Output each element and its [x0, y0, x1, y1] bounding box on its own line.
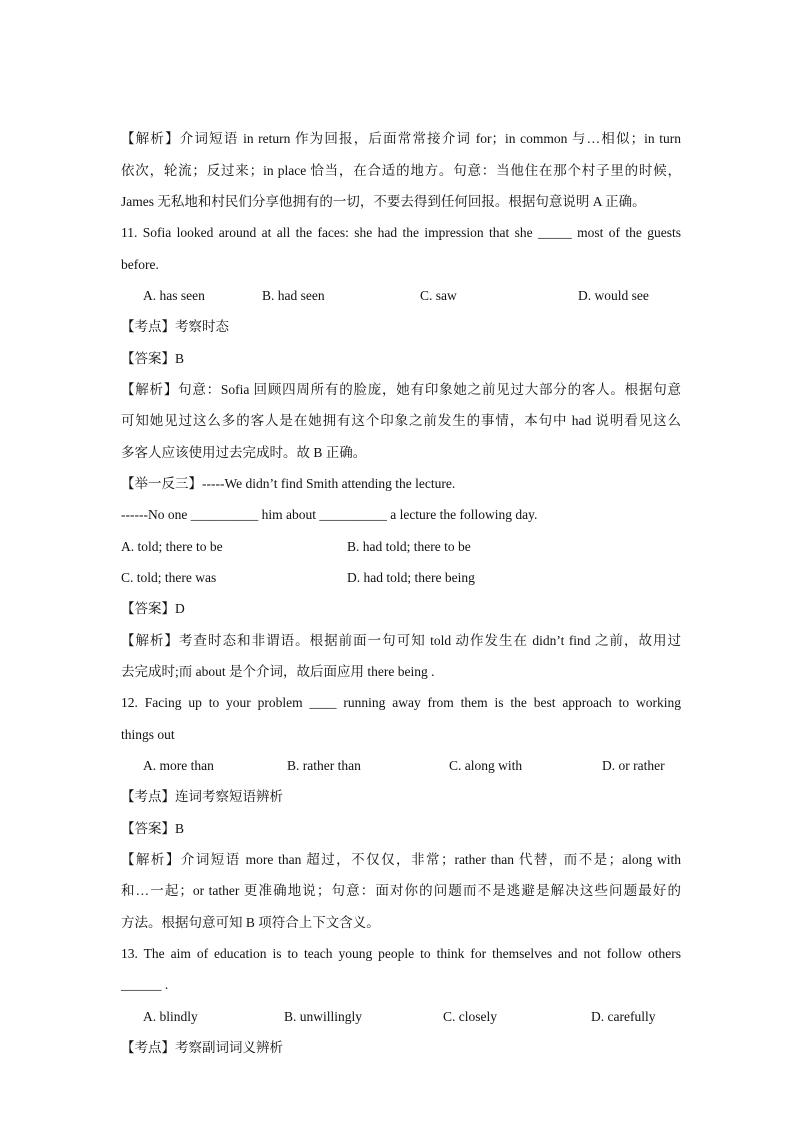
- q11-point: 【考点】考察时态: [121, 319, 229, 334]
- q12-point: 【考点】连词考察短语辨析: [121, 789, 283, 804]
- q11-analysis-line-2: 可知她见过这么多的客人是在她拥有这个印象之前发生的事情，本句中 had 说明看见这么: [121, 413, 681, 428]
- q13-point: 【考点】考察副词词义辨析: [121, 1040, 283, 1055]
- q11-stem-line-2: before.: [121, 257, 159, 272]
- q11-option-d: D. would see: [578, 288, 649, 303]
- q11-extra-option-b: B. had told; there to be: [347, 539, 471, 554]
- q13-option-d: D. carefully: [591, 1009, 656, 1024]
- q13-option-b: B. unwillingly: [284, 1009, 363, 1024]
- q11-stem-line-1: 11. Sofia looked around at all the faces: she had the impression that she _____ most of the guests: [121, 225, 681, 240]
- q11-extra-stem-line-2: ------No one __________ him about __________ a lecture the following day.: [121, 507, 538, 522]
- q11-extra-stem-line-1: 【举一反三】-----We didn’t find Smith attending the lecture.: [121, 476, 456, 491]
- q12-analysis-line-3: 方法。根据句意可知 B 项符合上下文含义。: [121, 915, 380, 930]
- q11-extra-option-a: A. told; there to be: [121, 539, 223, 554]
- q10-analysis-line-1: 【解析】介词短语 in return 作为回报，后面常常接介词 for；in common 与…相似；in turn: [121, 131, 681, 146]
- q12-option-a: A. more than: [143, 758, 214, 773]
- q11-extra-analysis-line-2: 去完成时;而 about 是个介词，故后面应用 there being .: [121, 664, 435, 679]
- q11-analysis-line-3: 多客人应该使用过去完成时。故 B 正确。: [121, 445, 367, 460]
- q10-analysis-line-3: James 无私地和村民们分享他拥有的一切，不要去得到任何回报。根据句意说明 A 正确。: [121, 194, 646, 209]
- q11-extra-option-c: C. told; there was: [121, 570, 217, 585]
- q11-extra-answer: 【答案】D: [121, 601, 185, 616]
- q13-option-a: A. blindly: [143, 1009, 198, 1024]
- q11-answer: 【答案】B: [121, 351, 185, 366]
- q12-option-d: D. or rather: [602, 758, 665, 773]
- q12-stem-line-1: 12. Facing up to your problem ____ running away from them is the best approach to working: [121, 695, 681, 710]
- q11-option-c: C. saw: [420, 288, 457, 303]
- q13-stem-line-1: 13. The aim of education is to teach young people to think for themselves and not follow others: [121, 946, 681, 961]
- q10-analysis-line-2: 依次，轮流；反过来；in place 恰当，在合适的地方。句意：当他住在那个村子里的时候，: [121, 163, 681, 178]
- q13-stem-line-2: ______ .: [121, 977, 169, 992]
- q12-answer: 【答案】B: [121, 821, 185, 836]
- q13-option-c: C. closely: [443, 1009, 497, 1024]
- q12-option-b: B. rather than: [287, 758, 361, 773]
- q11-option-a: A. has seen: [143, 288, 205, 303]
- q11-analysis-line-1: 【解析】句意：Sofia 回顾四周所有的脸庞，她有印象她之前见过大部分的客人。根据句意: [121, 382, 681, 397]
- q11-extra-analysis-line-1: 【解析】考查时态和非谓语。根据前面一句可知 told 动作发生在 didn’t find 之前，故用过: [121, 633, 681, 648]
- q12-analysis-line-1: 【解析】介词短语 more than 超过，不仅仅，非常；rather than 代替，而不是；along with: [121, 852, 681, 867]
- q11-option-b: B. had seen: [262, 288, 325, 303]
- q11-extra-option-d: D. had told; there being: [347, 570, 475, 585]
- q12-option-c: C. along with: [449, 758, 523, 773]
- q12-stem-line-2: things out: [121, 727, 175, 742]
- q12-analysis-line-2: 和…一起；or tather 更准确地说；句意：面对你的问题而不是逃避是解决这些问题最好的: [121, 883, 681, 898]
